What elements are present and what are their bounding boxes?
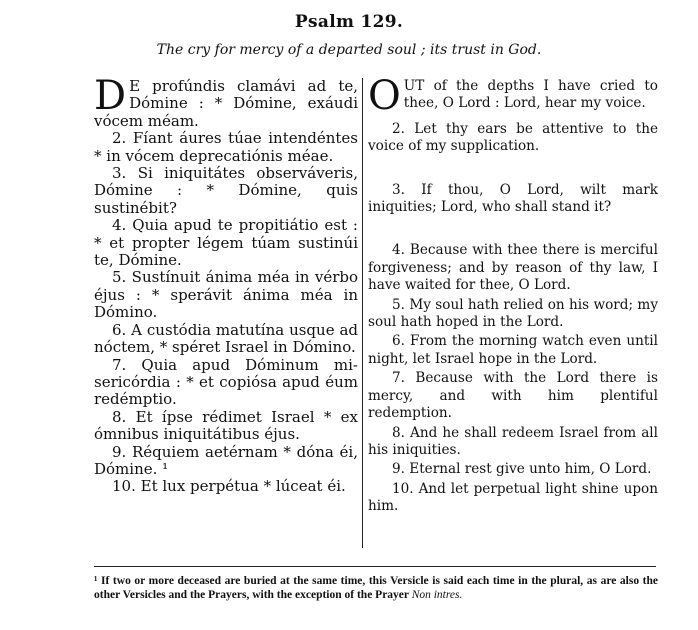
latin-verse-3: 3. Si iniquitátes observáveris, Dómine : * Dómine, quis sustinébit? bbox=[94, 164, 358, 217]
latin-verse-9: 9. Réquiem aetérnam * dóna éi, Dómine. ¹ bbox=[94, 442, 358, 478]
footnote-rule bbox=[94, 566, 656, 567]
english-verse-9: 9. Eternal rest give unto him, O Lord. bbox=[392, 461, 652, 478]
english-verse-3: 3. If thou, O Lord, wilt mark iniquities; Lord, who shall stand it? bbox=[368, 181, 658, 216]
english-verse-8: 8. And he shall redeem Israel from all his iniquities. bbox=[368, 424, 658, 458]
english-verse-4: 4. Because with thee there is merciful forgiveness; and by reason of thy law, I have waited for thee, O Lord. bbox=[368, 242, 658, 294]
latin-verse-5: 5. Sustínuit ánima méa in vérbo éjus : * sperávit ánima méa in Dómino. bbox=[94, 268, 358, 322]
latin-verse-7: 7. Quia apud Dóminum misericórdia : * et copiósa apud éum redémptio. bbox=[94, 355, 358, 409]
page-title: Psalm 129. bbox=[294, 12, 404, 32]
footnote-italic: Non intres. bbox=[411, 588, 463, 601]
english-verse-1: OUT of the depths I have cried to thee, O Lord : Lord, hear my voice. bbox=[368, 73, 658, 119]
english-verse-7: 7. Because with the Lord there is mercy, and with him plentiful redemption. bbox=[368, 370, 658, 422]
english-verse-10: 10. And let perpetual light shine upon him. bbox=[368, 480, 658, 515]
latin-verse-10: 10. Et lux perpétua * lúceat éi. bbox=[112, 477, 346, 496]
latin-verse-2: 2. Fíant áures túae intendéntes * in vócem deprecatiónis méae. bbox=[94, 129, 358, 165]
footnote: ¹ If two or more deceased are buried at the same time, this Versicle is said each time in the plural, as are also the other Versicles and the Prayers, with the exception of the Prayer Non intres. bbox=[94, 575, 658, 601]
latin-verse-4: 4. Quia apud te propitiátio est : * et propter légem túam sustinúi te, Dómine. bbox=[94, 216, 358, 270]
latin-verse-6: 6. A custódia matutína usque ad nóctem, * spéret Israel in Dómino. bbox=[94, 320, 358, 357]
column-divider bbox=[362, 78, 363, 548]
latin-drop-cap: D bbox=[94, 73, 127, 119]
english-column bbox=[368, 73, 658, 516]
english-verse-5: 5. My soul hath relied on his word; my soul hath hoped in the Lord. bbox=[368, 296, 658, 331]
page-subtitle: The cry for mercy of a departed soul ; its trust in God. bbox=[156, 42, 542, 58]
latin-column bbox=[94, 73, 358, 496]
english-verse-6: 6. From the morning watch even until night, let Israel hope in the Lord. bbox=[368, 333, 658, 367]
english-drop-cap: O bbox=[368, 73, 401, 119]
english-verse-2: 2. Let thy ears be attentive to the voice of my supplication. bbox=[368, 120, 658, 155]
latin-verse-1: D E profúndis clamávi ad te, Dómine : * Dómine, exáudi vócem méam. bbox=[94, 73, 358, 130]
latin-verse-8: 8. Et ípse rédimet Israel * ex ómnibus iniquitátibus éjus. bbox=[94, 407, 358, 444]
